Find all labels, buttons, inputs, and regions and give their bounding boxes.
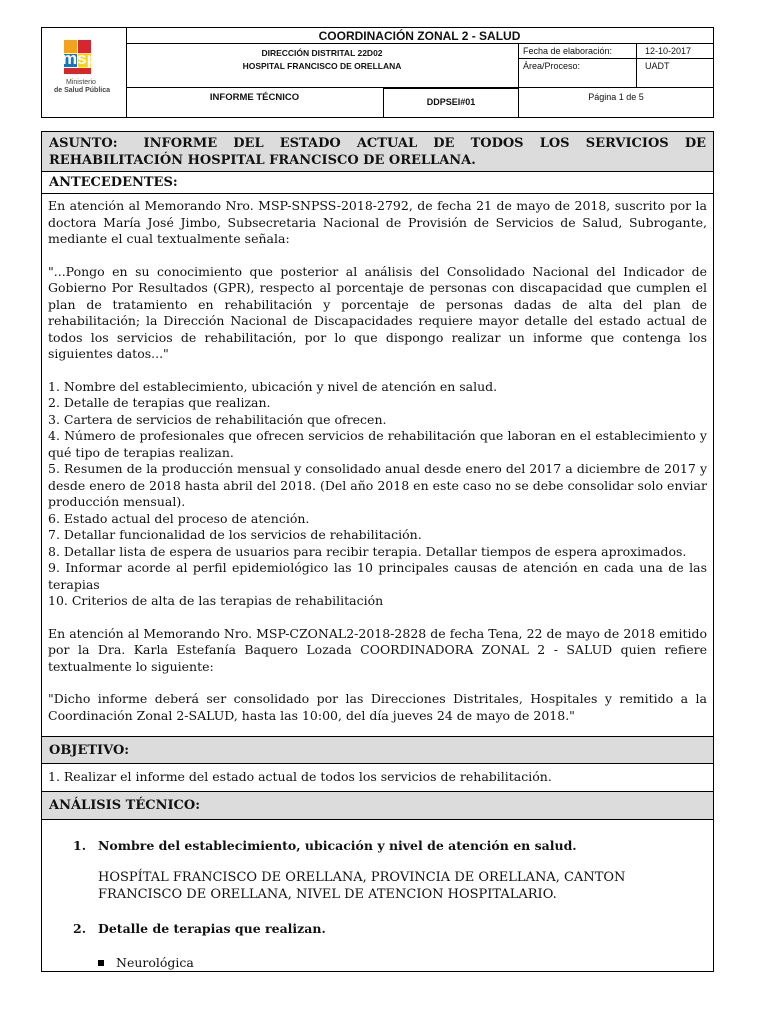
asunto-section (42, 132, 713, 172)
document-header (41, 27, 714, 118)
objetivo-text: 1. Realizar el informe del estado actual de todos los servicios de rehabilitación. (42, 764, 713, 792)
bullet-icon (98, 960, 104, 966)
header-title: COORDINACIÓN ZONAL 2 - SALUD (126, 28, 713, 44)
list-item: 1. Nombre del establecimiento, ubicación y nivel de atención en salud. (48, 378, 498, 394)
analisis-heading: ANÁLISIS TÉCNICO: (42, 792, 713, 820)
analisis-item1-title: Nombre del establecimiento, ubicación y nivel de atención en salud. (98, 838, 577, 853)
msp-logo (42, 28, 127, 117)
asunto-label: ASUNTO: (49, 136, 118, 151)
header-hospital: HOSPITAL FRANCISCO DE ORELLANA (242, 61, 402, 71)
antecedentes-para2: En atención al Memorando Nro. MSP-CZONAL2-2018-2828 de fecha Tena, 22 de mayo de 2018 emitido por la Dra. Karla Estefanía Baquero Lozada COORDINADORA ZONAL 2 - SALUD quien refiere textualmente lo siguiente: (48, 625, 707, 674)
date-value: 12-10-2017 (637, 44, 713, 59)
logo-letters: msp (62, 49, 97, 68)
report-code: DDPSEI#01 (384, 88, 519, 117)
requirements-list (48, 379, 707, 610)
bullet-item (98, 954, 194, 971)
list-item: 8. Detallar lista de espera de usuarios para recibir terapia. Detallar tiempos de espera aproximados. (48, 543, 687, 559)
report-label: INFORME TÉCNICO (126, 88, 384, 117)
antecedentes-para1: En atención al Memorando Nro. MSP-SNPSS-2018-2792, de fecha 21 de mayo de 2018, suscrito por la doctora María José Jimbo, Subsecretaria Nacional de Provisión de Servicios de Salud, Subrogante, mediante el cual textualmente señala: (48, 198, 707, 246)
list-item: 10. Criterios de alta de las terapias de rehabilitación (48, 593, 384, 608)
analisis-item1-line1: HOSPÍTAL FRANCISCO DE ORELLANA, PROVINCIA DE ORELLANA, CANTON (98, 870, 626, 885)
area-label: Área/Proceso: (519, 59, 637, 88)
analisis-item2-title: Detalle de terapias que realizan. (98, 921, 326, 936)
logo-line1: Ministerio (66, 79, 96, 86)
analisis-item2-num: 2. (73, 921, 87, 936)
analisis-item1-num: 1. (73, 838, 87, 853)
list-item: 4. Número de profesionales que ofrecen servicios de rehabilitación que laboran en el establecimiento y qué tipo de terapias realizan. (48, 428, 707, 460)
list-item: 3. Cartera de servicios de rehabilitación que ofrecen. (48, 411, 387, 427)
antecedentes-heading: ANTECEDENTES: (42, 172, 713, 194)
area-value: UADT (637, 59, 713, 88)
asunto-line1: INFORME DEL ESTADO ACTUAL DE TODOS LOS SERVICIOS DE (143, 136, 706, 151)
antecedentes-quote1: "...Pongo en su conocimiento que posterior al análisis del Consolidado Nacional del Indicador de Gobierno Por Resultados (GPR), respecto al porcentaje de personas con discapacidad que cumplen el plan de tratamiento en rehabilitación y porcentaje de personas dadas de alta del plan de rehabilitación; la Dirección Nacional de Discapacidades requiere mayor detalle del estado actual de todos los servicios de rehabilitación, por lo que dispongo realizar un informe que contenga los siguientes datos..." (48, 263, 707, 361)
header-directorate-cell (126, 44, 519, 88)
list-item: 7. Detallar funcionalidad de los servicios de rehabilitación. (48, 527, 422, 542)
report-body (41, 131, 714, 972)
analisis-item1-line2: FRANCISCO DE ORELLANA, NIVEL DE ATENCION HOSPITALARIO. (98, 887, 557, 902)
list-item: 9. Informar acorde al perfil epidemiológico las 10 principales causas de atención en cada una de las terapias (48, 560, 707, 592)
header-directorate: DIRECCIÓN DISTRITAL 22D02 (261, 48, 383, 58)
antecedentes-quote2: "Dicho informe deberá ser consolidado por las Direcciones Distritales, Hospitales y remitido a la Coordinación Zonal 2-SALUD, hasta las 10:00, del día jueves 24 de mayo de 2018." (48, 691, 707, 723)
page-number: Página 1 de 5 (588, 92, 644, 102)
antecedentes-body (42, 198, 713, 724)
list-item: 5. Resumen de la producción mensual y consolidado anual desde enero del 2017 a diciembre de 2017 y desde enero de 2018 hasta abril del 2018. (Del año 2018 en este caso no se debe consolidar solo enviar producción mensual). (48, 461, 707, 509)
asunto-line2: REHABILITACIÓN HOSPITAL FRANCISCO DE ORELLANA. (49, 153, 476, 168)
asunto-line1-row (49, 135, 706, 152)
list-item: 6. Estado actual del proceso de atención. (48, 510, 310, 526)
bullet-text: Neurológica (116, 955, 194, 970)
date-label: Fecha de elaboración: (519, 44, 637, 59)
msp-logo-graphic (42, 28, 126, 117)
list-item: 2. Detalle de terapias que realizan. (48, 395, 271, 410)
objetivo-heading: OBJETIVO: (42, 736, 713, 764)
logo-line2: de Salud Pública (54, 87, 111, 94)
